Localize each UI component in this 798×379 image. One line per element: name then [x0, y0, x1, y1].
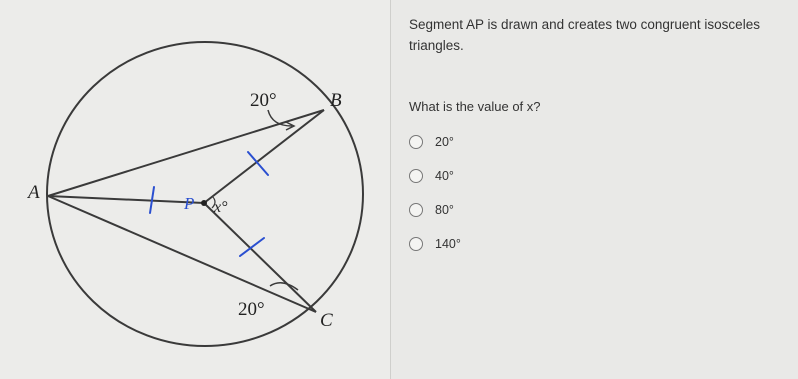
- label-a: A: [28, 182, 40, 203]
- radio-button-icon[interactable]: [409, 169, 423, 183]
- angle-arc-c: [270, 283, 298, 290]
- label-angle-top: 20°: [250, 90, 277, 111]
- label-p: P: [184, 194, 195, 213]
- question-text: What is the value of x?: [409, 99, 541, 114]
- segment-ac: [48, 196, 316, 312]
- segment-pb: [204, 110, 324, 203]
- radio-button-icon[interactable]: [409, 203, 423, 217]
- segment-ap: [48, 196, 204, 203]
- problem-statement: Segment AP is drawn and creates two congruent isosceles triangles.: [409, 17, 760, 53]
- segment-ab: [48, 110, 324, 196]
- option-80[interactable]: [409, 200, 461, 220]
- label-c: C: [320, 310, 333, 331]
- point-p: [201, 200, 207, 206]
- label-x: x°: [214, 199, 228, 216]
- option-label: 40°: [435, 169, 454, 183]
- label-angle-bottom: 20°: [238, 299, 265, 320]
- option-label: 80°: [435, 203, 454, 217]
- option-20[interactable]: [409, 132, 461, 152]
- segment-pc: [204, 203, 316, 312]
- figure-panel: [0, 0, 391, 379]
- option-label: 20°: [435, 135, 454, 149]
- option-40[interactable]: [409, 166, 461, 186]
- option-140[interactable]: [409, 234, 461, 254]
- option-label: 140°: [435, 237, 461, 251]
- circle: [47, 42, 363, 346]
- label-b: B: [330, 90, 342, 111]
- question-panel: [396, 0, 796, 379]
- answer-options: [409, 132, 461, 268]
- circle-diagram: [0, 0, 390, 379]
- radio-button-icon[interactable]: [409, 237, 423, 251]
- radio-button-icon[interactable]: [409, 135, 423, 149]
